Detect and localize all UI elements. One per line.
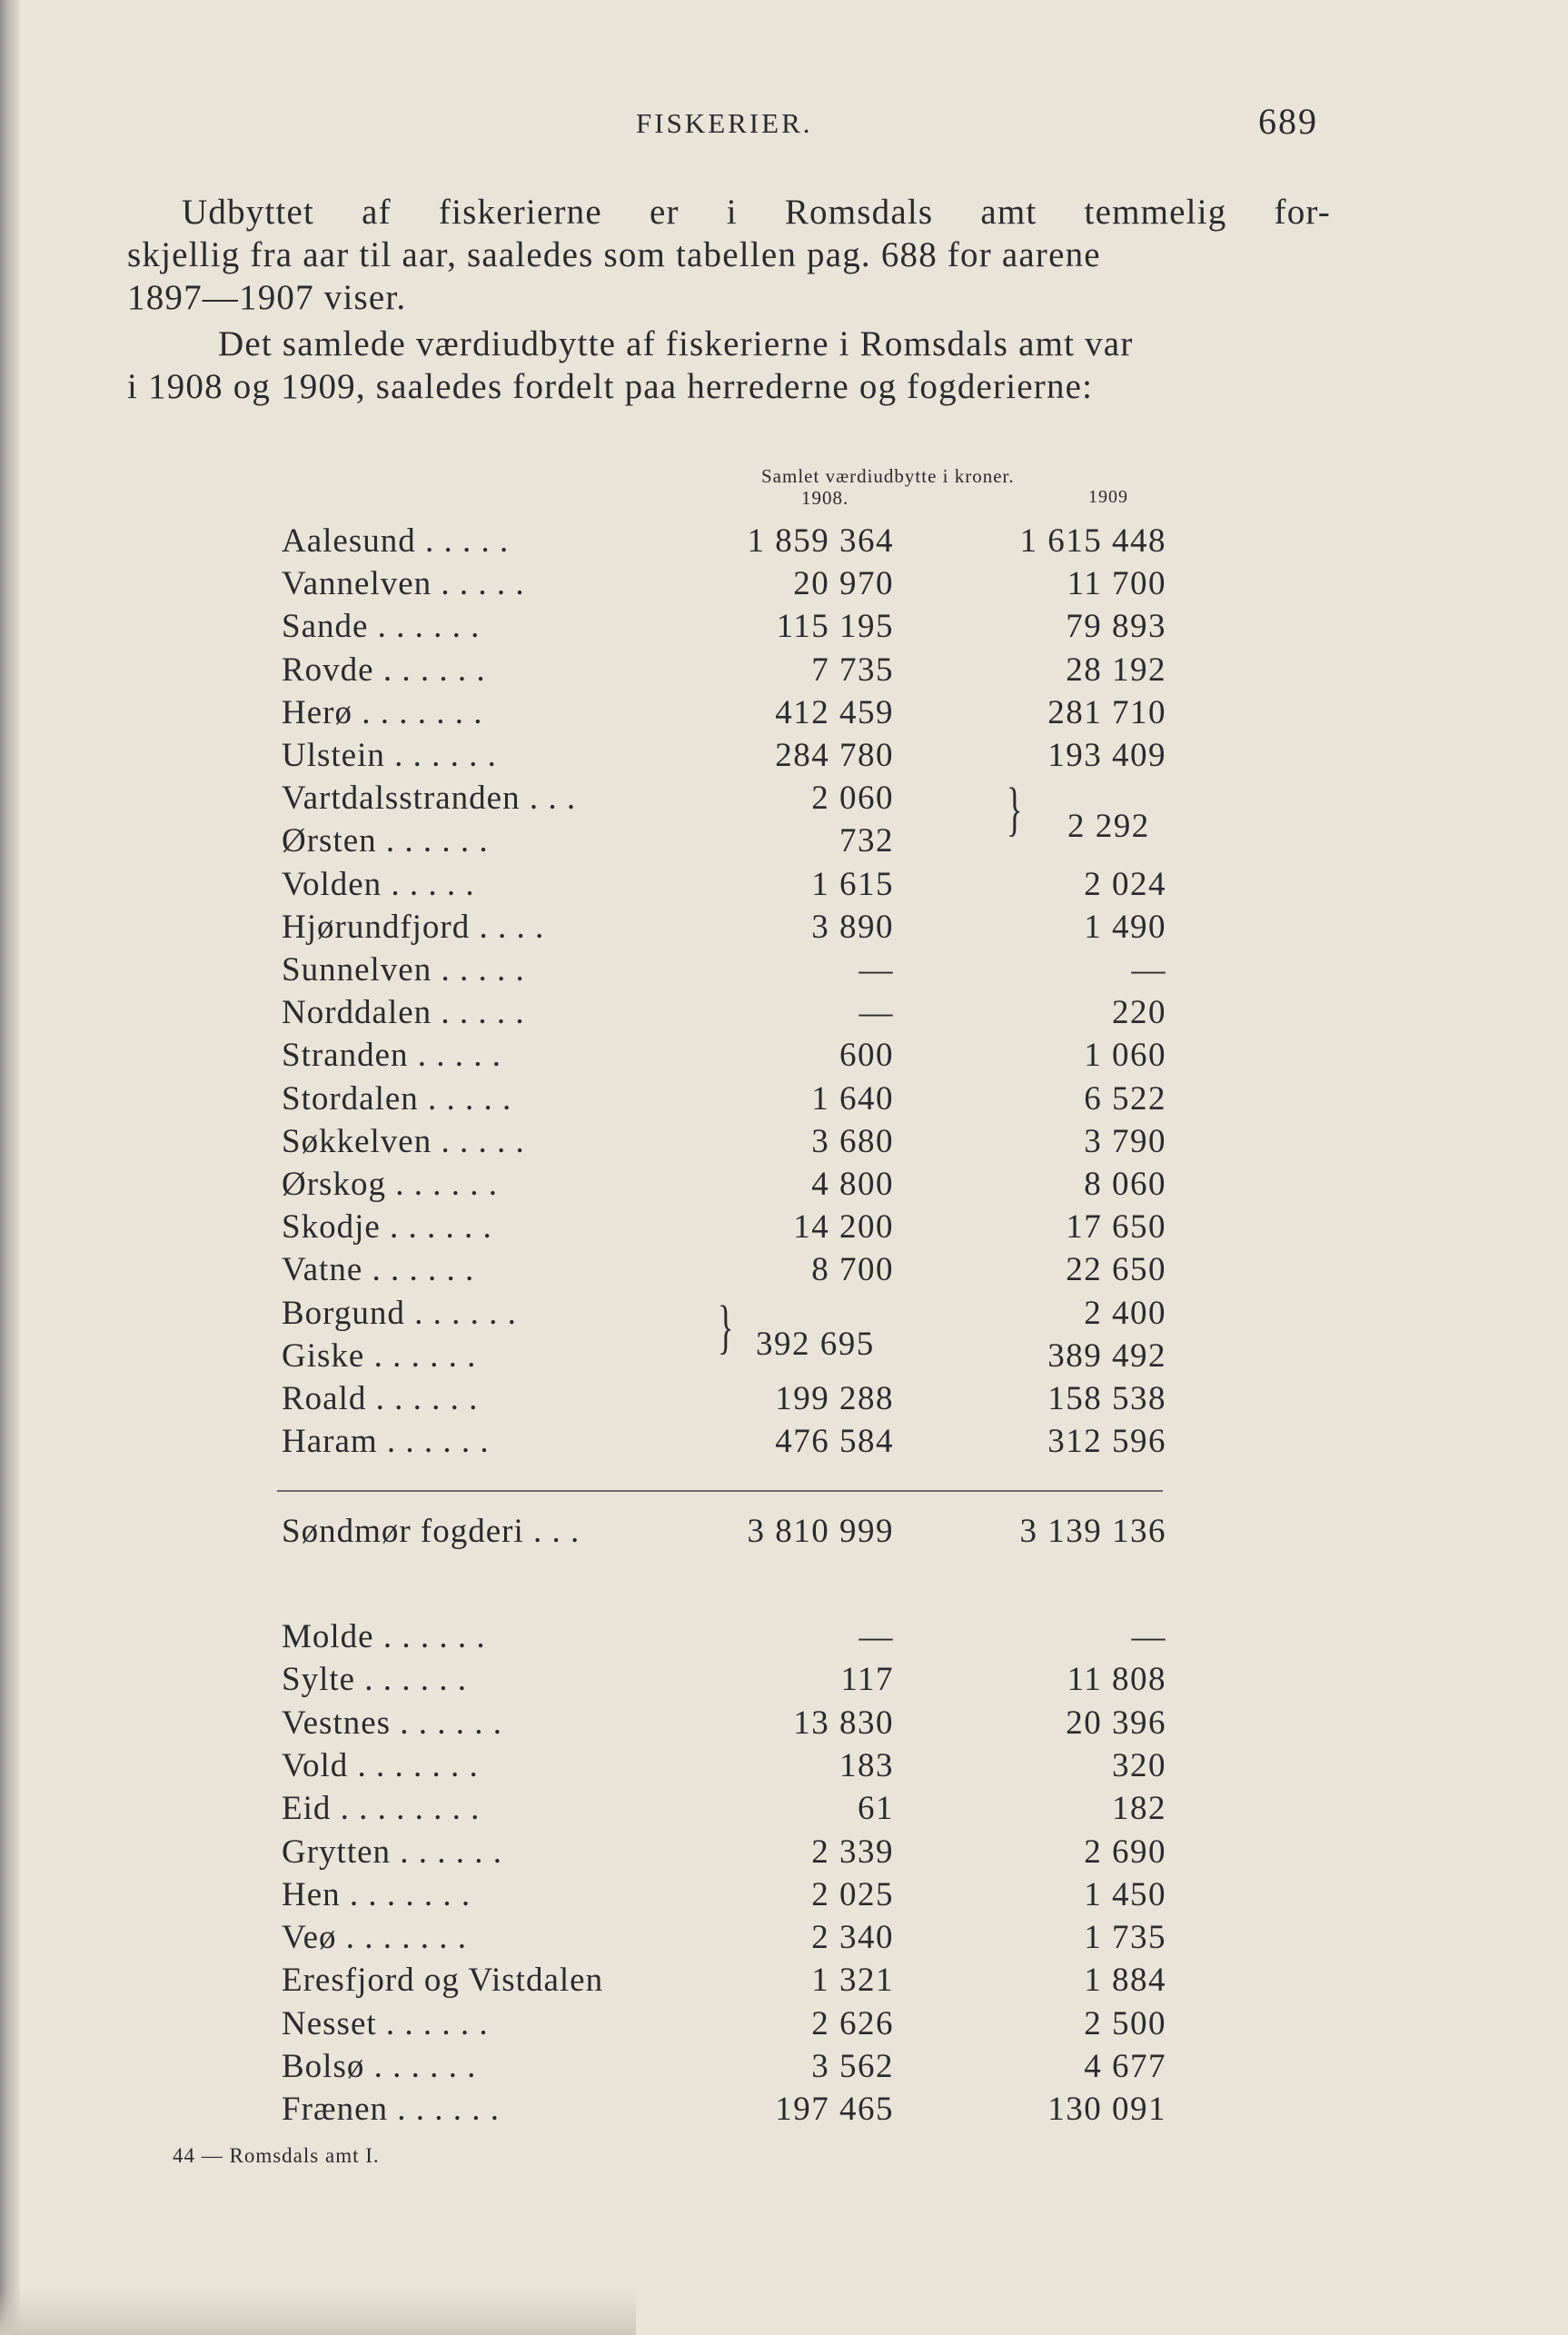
value-1908: 2 060 bbox=[811, 780, 894, 818]
row-name: Skodje . . . . . . bbox=[282, 1208, 492, 1247]
value-1908: 3 680 bbox=[811, 1122, 894, 1160]
merged-value-vartdal-orsten: 2 292 bbox=[1067, 808, 1150, 845]
row-name: Giske . . . . . . bbox=[282, 1336, 477, 1375]
value-1908: 61 bbox=[858, 1790, 894, 1828]
table-row bbox=[0, 1660, 1568, 1702]
column-year-1909: 1909 bbox=[1088, 487, 1128, 507]
table-row bbox=[0, 1036, 1568, 1078]
row-name: Vannelven . . . . . bbox=[282, 565, 525, 603]
value-1909: 130 091 bbox=[1047, 2091, 1166, 2129]
value-1908: 1 321 bbox=[811, 1962, 894, 2000]
row-name: Haram . . . . . . bbox=[282, 1423, 490, 1461]
page-bottom-shadow bbox=[0, 2290, 636, 2335]
text-line: i 1908 og 1909, saaledes fordelt paa herrederne og fogderierne: bbox=[127, 367, 1094, 406]
row-name: Bolsø . . . . . . bbox=[282, 2048, 477, 2085]
table-row bbox=[0, 736, 1568, 778]
row-name: Sunnelven . . . . . bbox=[282, 951, 525, 989]
table-row bbox=[0, 1918, 1568, 1960]
table-row bbox=[0, 950, 1568, 992]
table-row bbox=[0, 693, 1568, 735]
value-1909: 11 700 bbox=[1067, 565, 1166, 603]
value-1909: 17 650 bbox=[1066, 1208, 1166, 1247]
row-name: Veø . . . . . . . bbox=[282, 1919, 468, 1957]
table-row bbox=[0, 1961, 1568, 2002]
value-1908: 183 bbox=[839, 1746, 894, 1784]
table-row bbox=[0, 607, 1568, 649]
table-row bbox=[0, 522, 1568, 563]
value-1908: 7 735 bbox=[811, 651, 894, 689]
row-name: Eid . . . . . . . . bbox=[282, 1790, 481, 1828]
row-name: Eresfjord og Vistdalen bbox=[282, 1962, 604, 2000]
table-row bbox=[0, 908, 1568, 949]
value-1908: 3 562 bbox=[811, 2048, 894, 2085]
value-1909: — bbox=[1131, 1618, 1166, 1655]
row-name: Søndmør fogderi . . . bbox=[282, 1513, 581, 1550]
value-1909: 193 409 bbox=[1047, 737, 1166, 774]
brace-vartdal-orsten: } bbox=[1007, 776, 1023, 842]
value-1909: 4 677 bbox=[1084, 2048, 1166, 2085]
row-name: Vatne . . . . . . bbox=[282, 1251, 475, 1289]
value-1908: 2 626 bbox=[811, 2004, 894, 2042]
row-name: Stranden . . . . . bbox=[282, 1037, 502, 1075]
value-1908: 199 288 bbox=[775, 1380, 894, 1417]
row-name: Vold . . . . . . . bbox=[282, 1746, 479, 1784]
row-name: Grytten . . . . . . bbox=[282, 1833, 503, 1871]
row-name: Hen . . . . . . . bbox=[282, 1875, 471, 1913]
value-1909: 28 192 bbox=[1066, 651, 1166, 689]
table-row bbox=[0, 564, 1568, 606]
running-header bbox=[0, 101, 1568, 153]
row-name: Ørskog . . . . . . bbox=[282, 1166, 498, 1203]
value-1909: 11 808 bbox=[1067, 1661, 1166, 1699]
value-1908: 115 195 bbox=[776, 608, 894, 646]
value-1908: 1 859 364 bbox=[747, 522, 894, 560]
row-name: Vestnes . . . . . . bbox=[282, 1704, 503, 1742]
table-row bbox=[0, 1704, 1568, 1745]
table-row bbox=[0, 865, 1568, 907]
table-row bbox=[0, 779, 1568, 820]
value-1908: 2 339 bbox=[811, 1833, 894, 1871]
row-name: Ørsten . . . . . . bbox=[282, 822, 489, 860]
column-header: Samlet værdiudbytte i kroner. bbox=[761, 465, 1015, 487]
value-1908: 412 459 bbox=[775, 693, 894, 731]
value-1908: — bbox=[858, 994, 894, 1032]
value-1909: 1 884 bbox=[1084, 1962, 1166, 2000]
row-name: Stordalen . . . . . bbox=[282, 1079, 512, 1118]
value-1908: 13 830 bbox=[793, 1704, 894, 1742]
running-title: FISKERIER. bbox=[636, 107, 813, 139]
value-1908: 732 bbox=[839, 822, 894, 860]
value-1908: 20 970 bbox=[793, 565, 894, 603]
value-1909: 2 500 bbox=[1084, 2004, 1166, 2042]
table-row bbox=[0, 821, 1568, 863]
table-row bbox=[0, 1122, 1568, 1164]
row-name: Frænen . . . . . . bbox=[282, 2091, 500, 2129]
value-1909: 22 650 bbox=[1066, 1251, 1166, 1289]
text-line: 1897—1907 viser. bbox=[127, 278, 407, 317]
table-row bbox=[0, 651, 1568, 692]
sheet-signature: 44 — Romsdals amt I. bbox=[173, 2144, 380, 2167]
intro-paragraph-1 bbox=[127, 191, 1331, 319]
value-1908: 3 890 bbox=[811, 908, 894, 946]
text-line: Det samlede værdiudbytte af fiskerierne i Romsdals amt var bbox=[218, 324, 1134, 363]
value-1908: 600 bbox=[839, 1037, 894, 1075]
value-1908: — bbox=[858, 951, 894, 989]
column-year-1908: 1908. bbox=[801, 487, 849, 509]
row-name: Molde . . . . . . bbox=[282, 1618, 486, 1655]
row-name: Søkkelven . . . . . bbox=[282, 1122, 525, 1160]
total-divider bbox=[277, 1490, 1163, 1492]
value-1909: 220 bbox=[1112, 994, 1166, 1032]
table-row bbox=[0, 1617, 1568, 1659]
row-name: Volden . . . . . bbox=[282, 865, 475, 903]
row-name: Aalesund . . . . . bbox=[282, 522, 510, 560]
value-1909: 2 024 bbox=[1084, 865, 1166, 903]
table-row bbox=[0, 2090, 1568, 2131]
value-1909: 1 450 bbox=[1084, 1875, 1166, 1913]
value-1909: 20 396 bbox=[1066, 1704, 1166, 1742]
total-row-sondmor bbox=[0, 1512, 1568, 1554]
table-row bbox=[0, 2047, 1568, 2089]
value-1909: 389 492 bbox=[1047, 1336, 1166, 1375]
value-1909: 320 bbox=[1112, 1746, 1166, 1784]
text-line: skjellig fra aar til aar, saaledes som tabellen pag. 688 for aarene bbox=[127, 235, 1101, 274]
value-1909: 1 490 bbox=[1084, 908, 1166, 946]
row-name: Sande . . . . . . bbox=[282, 608, 481, 646]
value-1909: 1 060 bbox=[1084, 1037, 1166, 1075]
row-name: Norddalen . . . . . bbox=[282, 994, 525, 1032]
value-1909: 1 735 bbox=[1084, 1919, 1166, 1957]
table-row bbox=[0, 1746, 1568, 1788]
row-name: Vartdalsstranden . . . bbox=[282, 780, 577, 818]
value-1908: 2 025 bbox=[811, 1875, 894, 1913]
value-1908: 14 200 bbox=[793, 1208, 894, 1247]
row-name: Ulstein . . . . . . bbox=[282, 737, 497, 774]
row-name: Borgund . . . . . . bbox=[282, 1294, 517, 1332]
value-1909: — bbox=[1131, 951, 1166, 989]
table-row bbox=[0, 1250, 1568, 1292]
text-line: Udbyttet af fiskerierne er i Romsdals amt temmelig for- bbox=[182, 193, 1331, 232]
value-1909: 182 bbox=[1112, 1790, 1166, 1828]
table-row bbox=[0, 1165, 1568, 1207]
value-1909: 8 060 bbox=[1084, 1166, 1166, 1203]
value-1909: 3 139 136 bbox=[1019, 1513, 1166, 1550]
table-row bbox=[0, 993, 1568, 1035]
table-row bbox=[0, 2004, 1568, 2046]
row-name: Nesset . . . . . . bbox=[282, 2004, 489, 2042]
row-name: Rovde . . . . . . bbox=[282, 651, 486, 689]
table-row bbox=[0, 1875, 1568, 1917]
value-1908: 197 465 bbox=[775, 2091, 894, 2129]
value-1909: 3 790 bbox=[1084, 1122, 1166, 1160]
row-name: Roald . . . . . . bbox=[282, 1380, 479, 1417]
value-1909: 158 538 bbox=[1047, 1380, 1166, 1417]
value-1909: 6 522 bbox=[1084, 1079, 1166, 1118]
table-row bbox=[0, 1379, 1568, 1421]
value-1908: — bbox=[858, 1618, 894, 1655]
table-row bbox=[0, 1207, 1568, 1249]
value-1909: 281 710 bbox=[1047, 693, 1166, 731]
value-1908: 4 800 bbox=[811, 1166, 894, 1203]
value-1908: 3 810 999 bbox=[747, 1513, 894, 1550]
value-1909: 2 400 bbox=[1084, 1294, 1166, 1332]
row-name: Herø . . . . . . . bbox=[282, 693, 483, 731]
value-1908: 2 340 bbox=[811, 1919, 894, 1957]
merged-value-borgund-giske: 392 695 bbox=[756, 1326, 875, 1363]
value-1909: 1 615 448 bbox=[1019, 522, 1166, 560]
row-name: Sylte . . . . . . bbox=[282, 1661, 468, 1699]
value-1909: 2 690 bbox=[1084, 1833, 1166, 1871]
page-number: 689 bbox=[1258, 101, 1318, 142]
value-1908: 1 640 bbox=[811, 1079, 894, 1118]
value-1908: 476 584 bbox=[775, 1423, 894, 1461]
table-row bbox=[0, 1833, 1568, 1874]
brace-borgund-giske: } bbox=[718, 1294, 734, 1360]
value-1908: 284 780 bbox=[775, 737, 894, 774]
table-row bbox=[0, 1079, 1568, 1121]
row-name: Hjørundfjord . . . . bbox=[282, 908, 545, 946]
value-1908: 117 bbox=[840, 1661, 894, 1699]
table-row bbox=[0, 1789, 1568, 1831]
value-1909: 312 596 bbox=[1047, 1423, 1166, 1461]
value-1908: 1 615 bbox=[811, 865, 894, 903]
intro-paragraph-2 bbox=[127, 323, 1331, 408]
value-1908: 8 700 bbox=[811, 1251, 894, 1289]
value-1909: 79 893 bbox=[1066, 608, 1166, 646]
table-row bbox=[0, 1422, 1568, 1464]
